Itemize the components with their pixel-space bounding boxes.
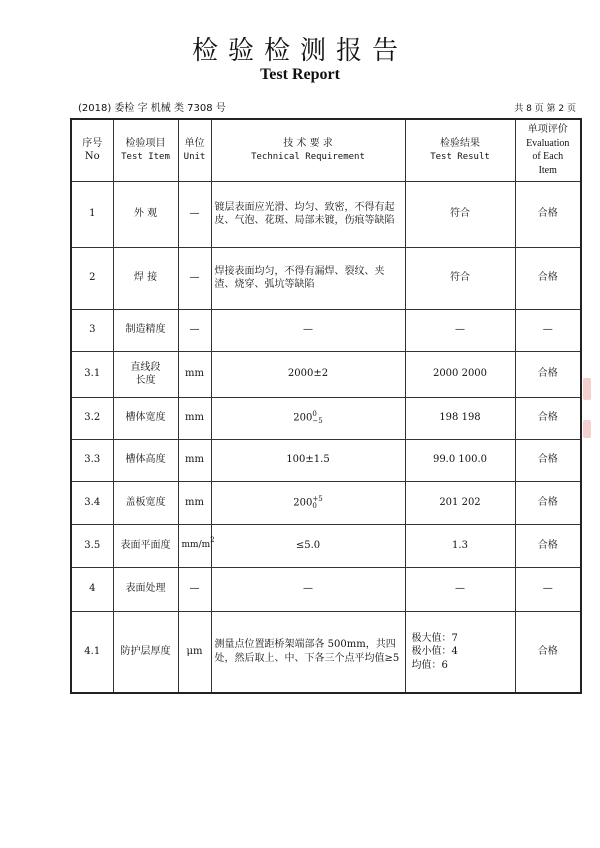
row-evaluation: 合格 (515, 524, 581, 567)
row-requirement: — (211, 309, 405, 351)
row-no: 3.1 (71, 351, 113, 397)
row-item: 表面平面度 (113, 524, 178, 567)
tolerance-lower: 0 (312, 501, 317, 510)
col-header-item (113, 119, 178, 181)
row-unit: mm (178, 397, 211, 439)
row-item-line2: 长度 (135, 375, 156, 386)
row-no: 3.4 (71, 481, 113, 524)
col-header-evaluation (515, 119, 581, 181)
row-item (113, 351, 178, 397)
row-requirement: — (211, 567, 405, 611)
tolerance-base: 200 (293, 497, 313, 508)
col-req-en: Technical Requirement (251, 151, 365, 162)
row-evaluation: 合格 (515, 181, 581, 247)
result-max: 极大值：7 (411, 632, 458, 644)
col-header-no (71, 119, 113, 181)
row-no: 3 (71, 309, 113, 351)
row-requirement: 2000±2 (211, 351, 405, 397)
row-item: 槽体宽度 (113, 397, 178, 439)
tolerance-lower: −5 (312, 417, 323, 425)
row-evaluation: — (515, 567, 581, 611)
table-row (71, 181, 581, 247)
row-requirement: ≤5.0 (211, 524, 405, 567)
row-no: 3.2 (71, 397, 113, 439)
row-no: 3.5 (71, 524, 113, 567)
col-eval-cn: 单项评价 (527, 124, 568, 136)
col-eval-en3: Item (538, 164, 557, 176)
row-unit: — (178, 181, 211, 247)
table-row (71, 611, 581, 693)
row-no: 1 (71, 181, 113, 247)
table-row (71, 439, 581, 481)
row-evaluation: 合格 (515, 351, 581, 397)
col-no-en: No (84, 151, 100, 163)
tolerance-upper: 0 (312, 410, 317, 418)
col-result-cn: 检验结果 (440, 138, 480, 150)
table-row (71, 397, 581, 439)
row-unit: — (178, 309, 211, 351)
result-min: 极小值：4 (411, 646, 458, 657)
report-number: (2018) 委检 字 机械 类 7308 号 (78, 103, 226, 114)
row-item: 焊 接 (113, 247, 178, 309)
row-result: 198 198 (405, 397, 515, 439)
row-unit: mm (178, 439, 211, 481)
col-eval-en1: Evaluation (526, 137, 570, 149)
row-requirement (211, 397, 405, 439)
row-evaluation: 合格 (515, 481, 581, 524)
row-unit: mm (178, 351, 211, 397)
result-mean: 均值：6 (411, 659, 448, 671)
row-result: — (405, 309, 515, 351)
row-item-line1: 直线段 (130, 361, 161, 373)
col-eval-en2: of Each (532, 151, 564, 163)
col-no-cn: 序号 (82, 137, 103, 149)
row-item: 制造精度 (113, 309, 178, 351)
col-header-unit (178, 119, 211, 181)
table-row (71, 309, 581, 351)
table-row (71, 247, 581, 309)
row-unit: — (178, 247, 211, 309)
row-result: — (405, 567, 515, 611)
row-unit: μm (178, 611, 211, 693)
tolerance-upper: +5 (312, 494, 323, 503)
table-row (71, 524, 581, 567)
row-item: 防护层厚度 (113, 611, 178, 693)
table-header-row (71, 119, 581, 181)
row-no: 3.3 (71, 439, 113, 481)
row-no: 2 (71, 247, 113, 309)
row-result: 符合 (405, 247, 515, 309)
page-info: 共 8 页 第 2 页 (514, 104, 576, 114)
col-item-cn: 检验项目 (125, 138, 166, 150)
row-item: 槽体高度 (113, 439, 178, 481)
table-row (71, 351, 581, 397)
row-item: 表面处理 (113, 567, 178, 611)
row-requirement (211, 481, 405, 524)
red-stamp-mark (583, 420, 591, 438)
row-result: 1.3 (405, 524, 515, 567)
col-unit-cn: 单位 (184, 138, 205, 150)
row-no: 4 (71, 567, 113, 611)
row-requirement: 100±1.5 (211, 439, 405, 481)
unit-exponent: 2 (210, 536, 215, 545)
row-unit: — (178, 567, 211, 611)
row-unit (178, 524, 215, 567)
row-evaluation: 合格 (515, 611, 581, 693)
row-item: 盖板宽度 (113, 481, 178, 524)
unit-base: mm/m (181, 540, 211, 551)
row-result: 201 202 (405, 481, 515, 524)
row-evaluation: — (515, 309, 581, 351)
table-row (71, 481, 581, 524)
report-title-en: Test Report (260, 66, 340, 83)
row-result (405, 611, 515, 693)
row-evaluation: 合格 (515, 397, 581, 439)
tolerance-base: 200 (293, 412, 313, 424)
row-unit: mm (178, 481, 211, 524)
row-requirement: 焊接表面均匀，不得有漏焊、裂纹、夹渣、烧穿、弧坑等缺陷 (211, 247, 405, 309)
row-result: 符合 (405, 181, 515, 247)
red-stamp-mark (583, 378, 591, 400)
report-title-cn: 检验检测报告 (191, 36, 408, 66)
col-unit-en: Unit (183, 151, 206, 162)
row-evaluation: 合格 (515, 439, 581, 481)
row-result: 2000 2000 (405, 351, 515, 397)
table-row (71, 567, 581, 611)
col-header-result (405, 119, 515, 181)
report-table (70, 118, 582, 694)
row-requirement: 镀层表面应光滑、均匀、致密，不得有起皮、气泡、花斑、局部未镀，伤痕等缺陷 (211, 181, 405, 247)
row-no: 4.1 (71, 611, 113, 693)
col-req-cn: 技 术 要 求 (283, 138, 333, 150)
col-item-en: Test Item (121, 151, 170, 162)
row-evaluation: 合格 (515, 247, 581, 309)
row-requirement: 测量点位置距桥架端部各 500mm，共四处，然后取上、中、下各三个点平均值≥5 (211, 611, 405, 693)
col-result-en: Test Result (430, 151, 490, 162)
col-header-requirement (211, 119, 405, 181)
row-result: 99.0 100.0 (405, 439, 515, 481)
row-item: 外 观 (113, 181, 178, 247)
